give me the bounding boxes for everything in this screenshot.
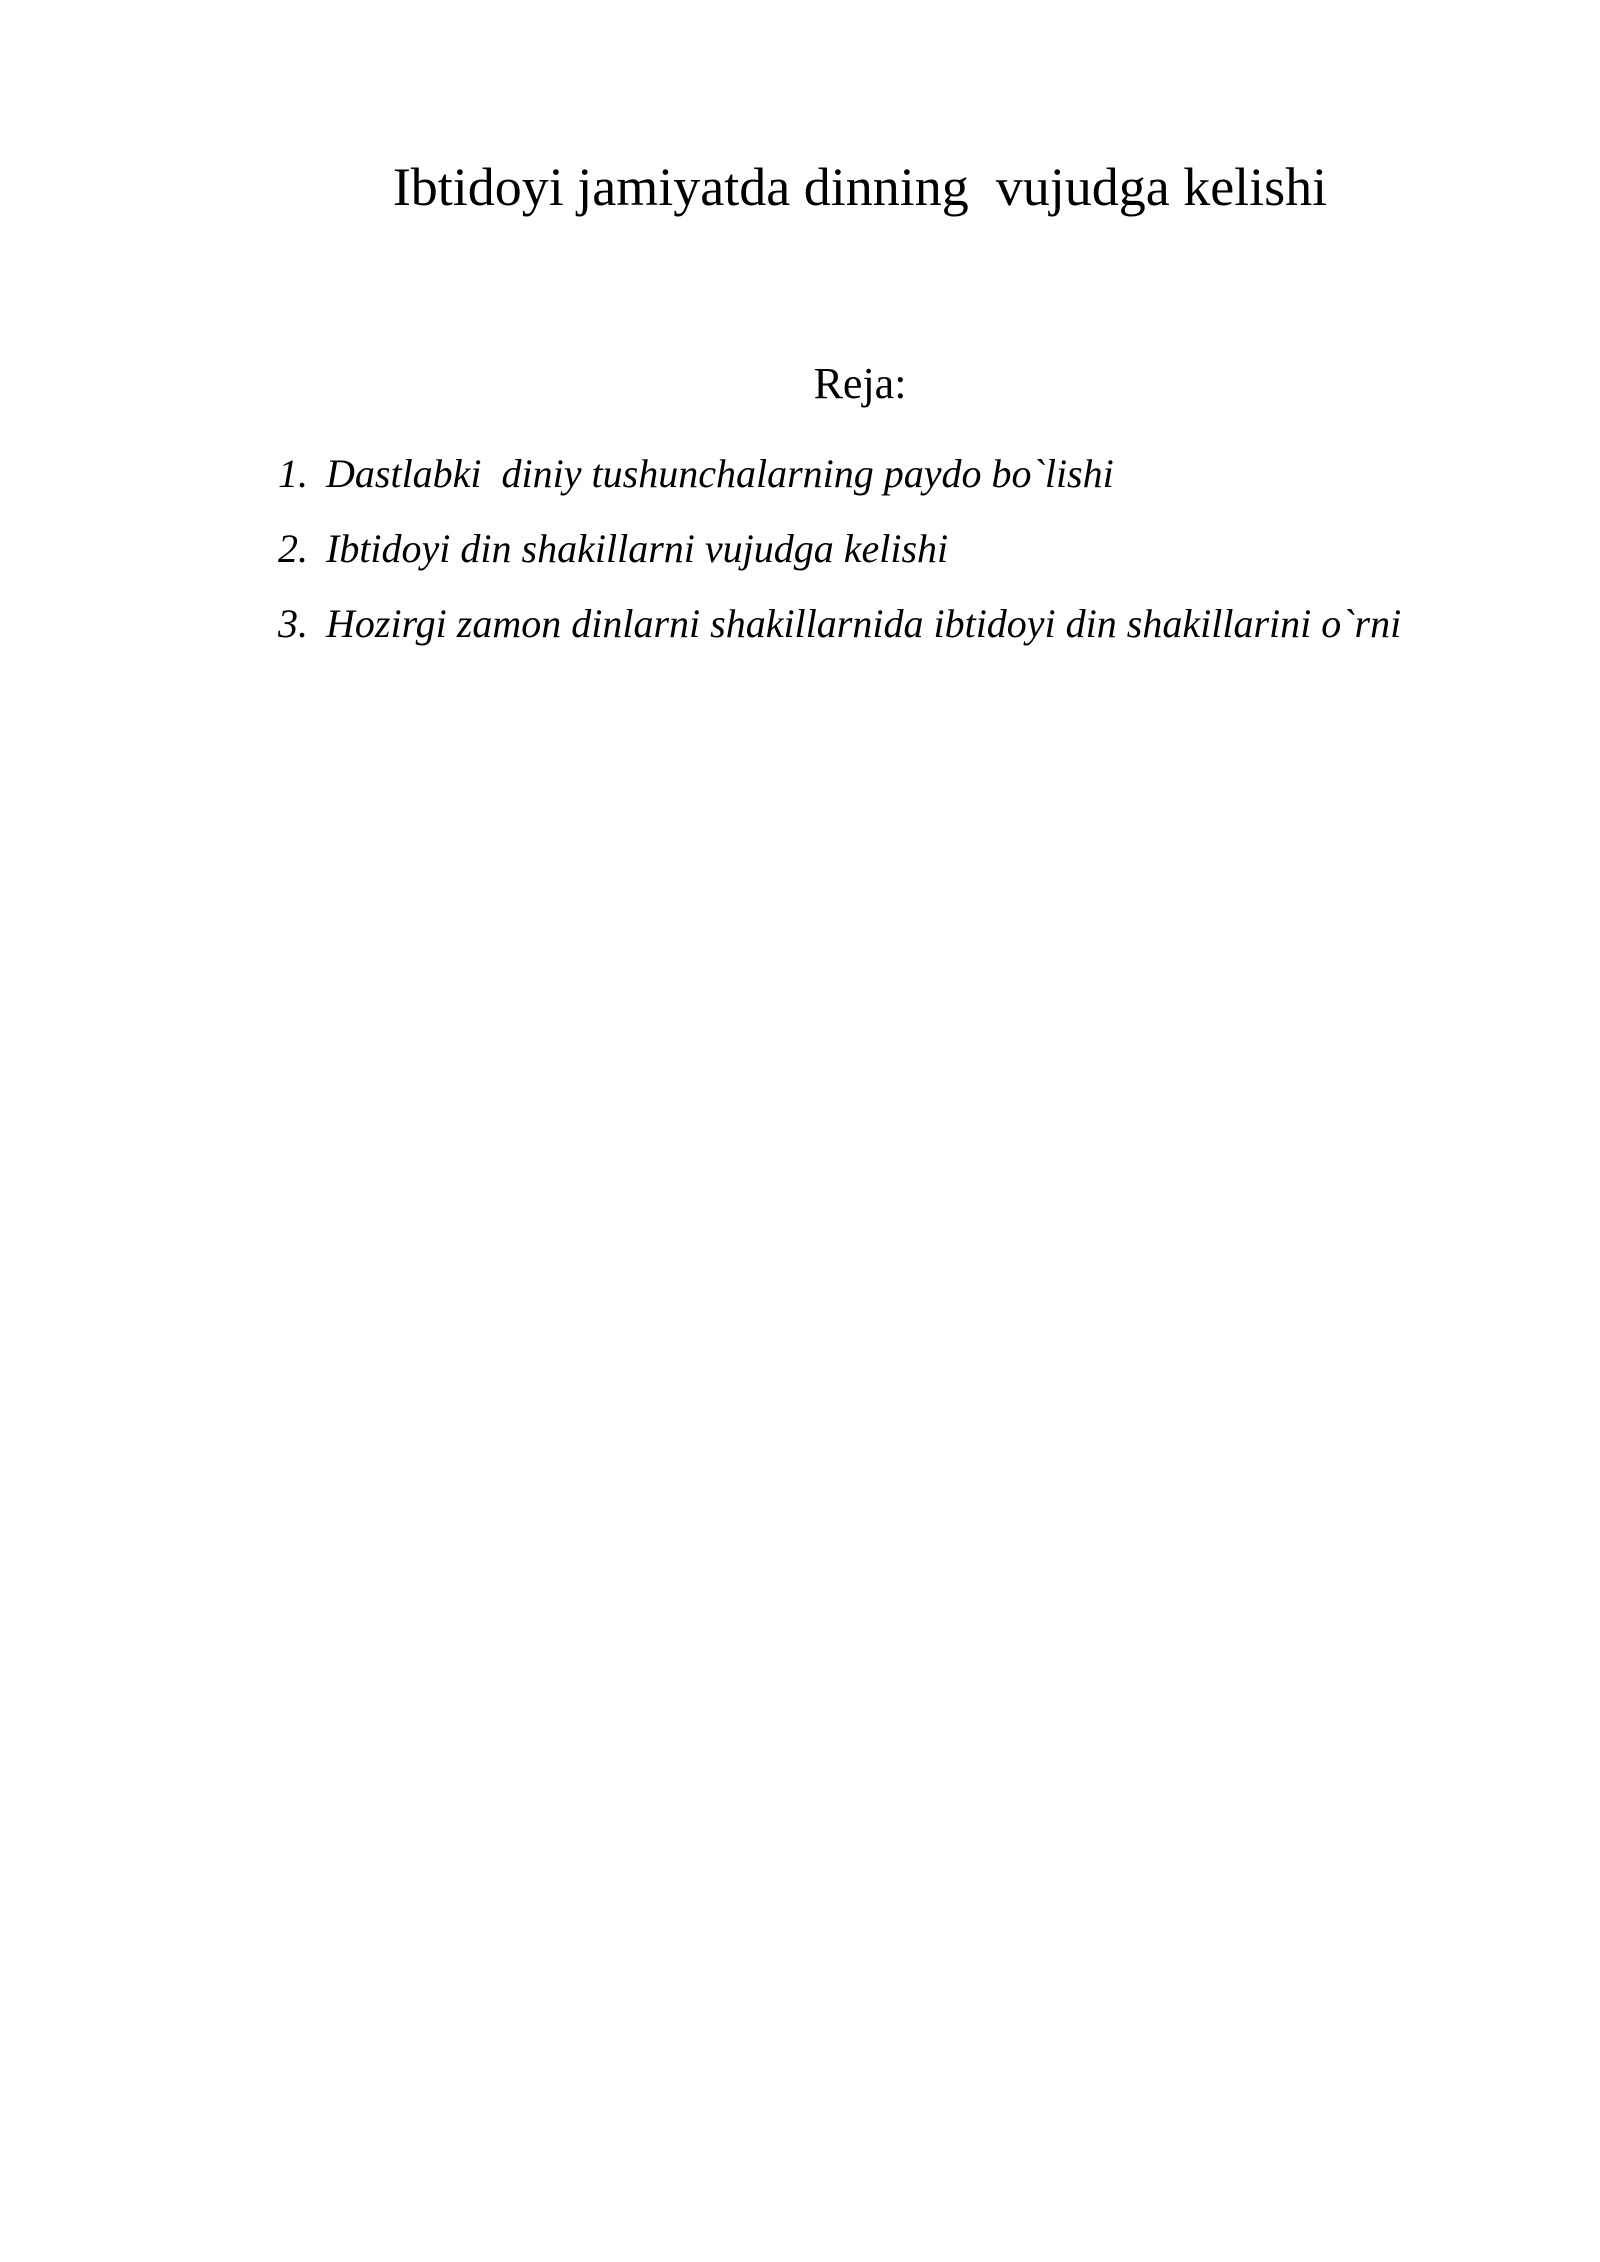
plan-item-text: Ibtidoyi din shakillarni vujudga kelishi: [326, 526, 949, 571]
plan-item-3: [278, 598, 1401, 673]
plan-item-text: Hozirgi zamon dinlarni shakillarnida ibtidoyi din shakillarini o`rni: [326, 601, 1402, 646]
document-title: Ibtidoyi jamiyatda dinning vujudga kelishi: [392, 157, 1328, 217]
plan-item-1: [278, 448, 1401, 523]
plan-item-2: [278, 523, 1401, 598]
plan-heading: Reja:: [813, 359, 907, 408]
plan-item-number: 1.: [278, 451, 308, 496]
plan-item-text: Dastlabki diniy tushunchalarning paydo bo`lishi: [326, 451, 1114, 496]
plan-list: [278, 448, 1401, 673]
plan-item-number: 3.: [278, 601, 308, 646]
plan-item-number: 2.: [278, 526, 308, 571]
